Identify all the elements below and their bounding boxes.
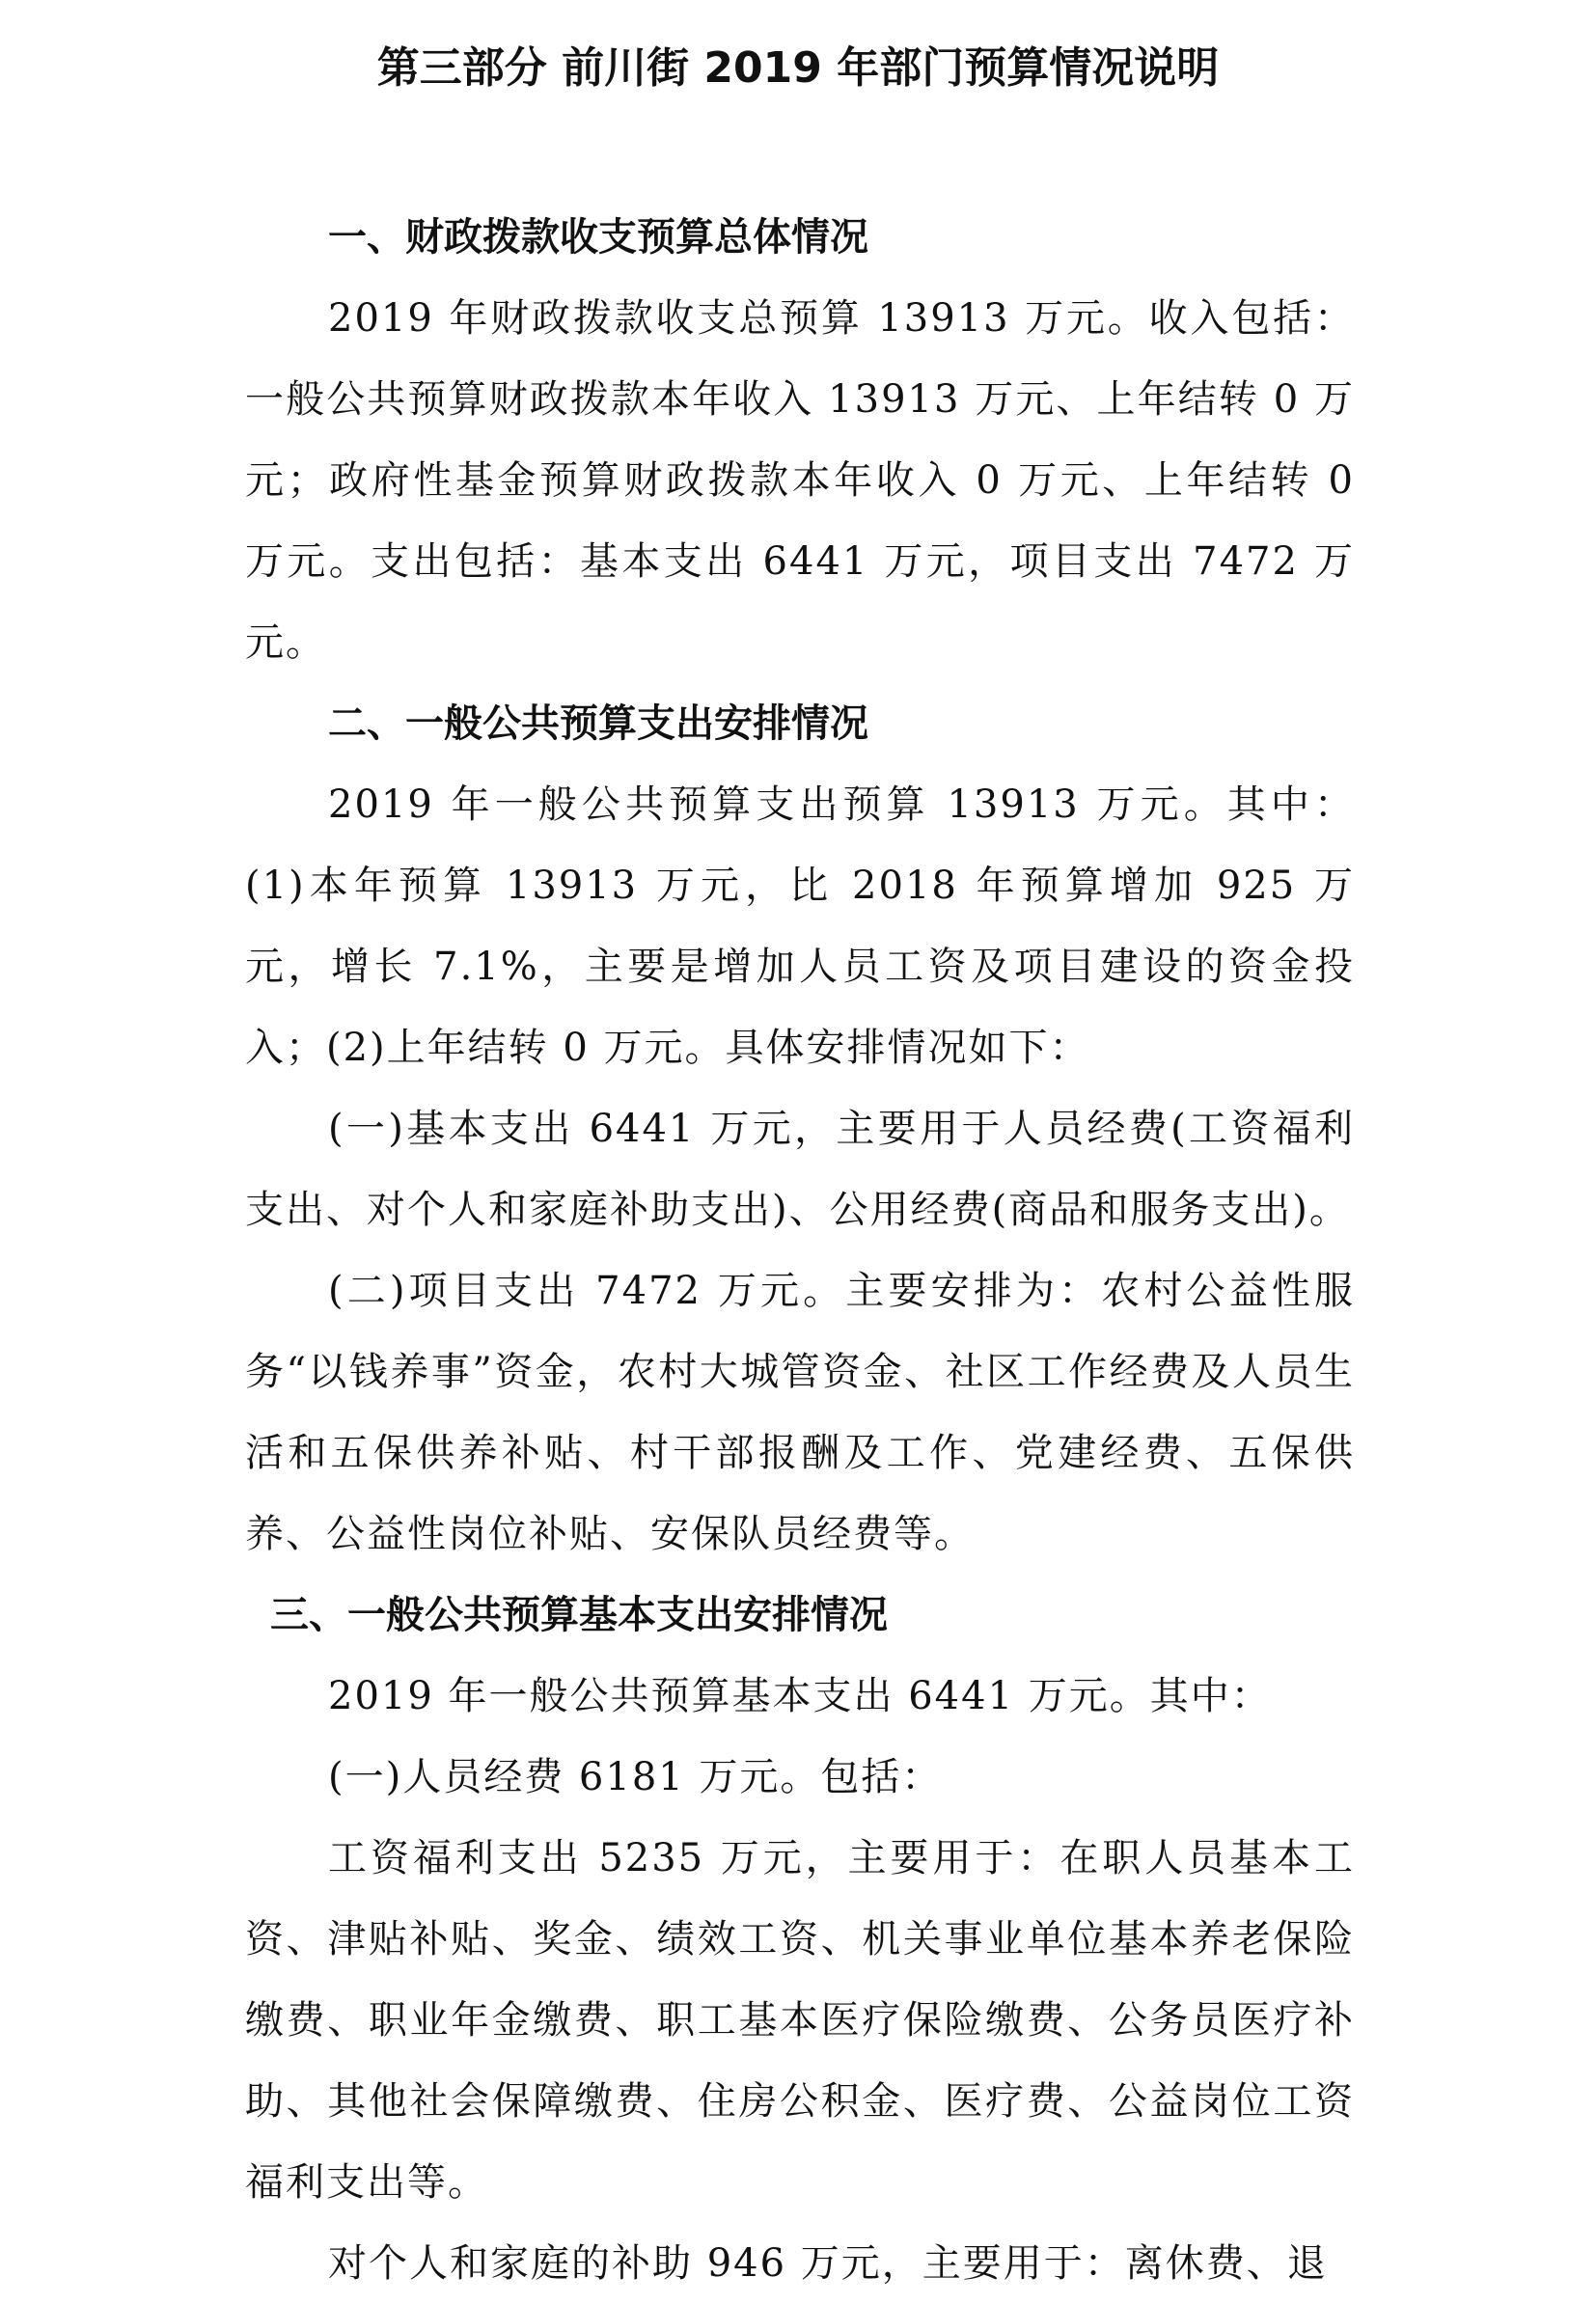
section-1	[245, 197, 1355, 683]
paragraph: (一)人员经费 6181 万元。包括：	[328, 1755, 943, 1799]
section-heading: 一、财政拨款收支预算总体情况	[328, 215, 868, 260]
section-heading: 三、一般公共预算基本支出安排情况	[270, 1593, 888, 1637]
paragraph: 2019 年一般公共预算基本支出 6441 万元。其中：	[328, 1674, 1272, 1718]
paragraph: 工资福利支出 5235 万元，主要用于：在职人员基本工资、津贴补贴、奖金、绩效工资、机关事业单位基本养老保险缴费、职业年金缴费、职工基本医疗保险缴费、公务员医疗补助、其他社会保障缴费、住房公积金、医疗费、公益岗位工资福利支出等。	[245, 1836, 1355, 2205]
paragraph: (二)项目支出 7472 万元。主要安排为：农村公益性服务“以钱养事”资金，农村大城管资金、社区工作经费及人员生活和五保供养补贴、村干部报酬及工作、党建经费、五保供养、公益性岗位补贴、安保队员经费等。	[245, 1269, 1355, 1556]
section-3	[245, 1575, 1355, 2304]
paragraph: 对个人和家庭的补助 946 万元，主要用于：离休费、退	[328, 2241, 1328, 2286]
section-heading: 二、一般公共预算支出安排情况	[328, 701, 868, 746]
document-title: 第三部分 前川街 2019 年部门预算情况说明	[376, 43, 1220, 93]
paragraph: 2019 年一般公共预算支出预算 13913 万元。其中：(1)本年预算 13913 万元，比 2018 年预算增加 925 万元，增长 7.1%，主要是增加人员工资及项目建设的资金投入；(2)上年结转 0 万元。具体安排情况如下：	[245, 782, 1355, 1070]
paragraph: (一)基本支出 6441 万元，主要用于人员经费(工资福利支出、对个人和家庭补助支出)、公用经费(商品和服务支出)。	[245, 1107, 1355, 1232]
section-2	[245, 683, 1355, 1575]
document-body	[245, 197, 1355, 2304]
paragraph: 2019 年财政拨款收支总预算 13913 万元。收入包括：一般公共预算财政拨款本年收入 13913 万元、上年结转 0 万元；政府性基金预算财政拨款本年收入 0 万元、上年结转 0 万元。支出包括：基本支出 6441 万元，项目支出 7472 万元。	[245, 296, 1355, 665]
